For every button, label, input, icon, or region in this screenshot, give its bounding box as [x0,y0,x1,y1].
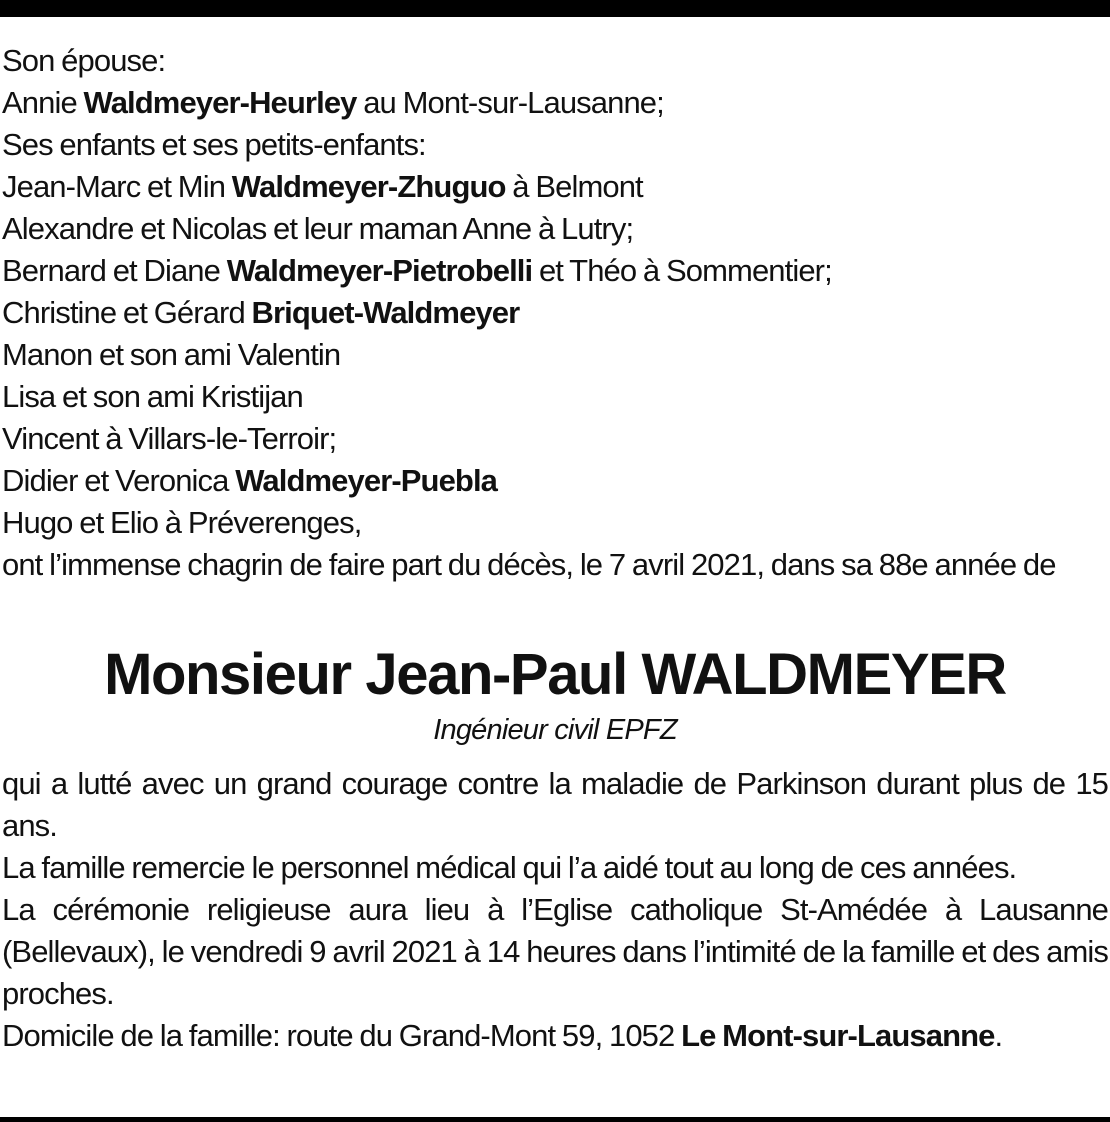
family-line: Alexandre et Nicolas et leur maman Anne à Lutry; [2,211,634,246]
closing-text [2,763,1108,1057]
family-announcement [2,40,1108,586]
family-line: Christine et Gérard Briquet-Waldmeyer [2,295,520,330]
top-rule [0,0,1110,17]
address-locality: Le Mont-sur-Lausanne [681,1018,995,1053]
family-line: Hugo et Elio à Préverenges, [2,505,362,540]
thanks-paragraph: La famille remercie le personnel médical qui l’a aidé tout au long de ces années. [2,850,1017,885]
children-heading: Ses enfants et ses petits-enfants: [2,127,426,162]
family-name: Briquet-Waldmeyer [251,295,520,330]
deceased-name: Monsieur Jean-Paul WALDMEYER [104,642,1006,707]
family-name: Waldmeyer-Heurley [83,85,357,120]
family-name: Waldmeyer-Pietrobelli [226,253,533,288]
family-name: Waldmeyer-Puebla [235,463,498,498]
deceased-title: Ingénieur civil EPFZ [433,714,677,746]
ceremony-paragraph: La cérémonie religieuse aura lieu à l’Eglise catholique St-Amédée à Lausanne (Bellevaux), le vendredi 9 avril 2021 à 14 heures dans l’intimité de la famille et des amis proches. [2,892,1108,1011]
family-line: Jean-Marc et Min Waldmeyer-Zhuguo à Belmont [2,169,643,204]
spouse-heading: Son épouse: [2,43,166,78]
family-line: Lisa et son ami Kristijan [2,379,303,414]
family-line: Vincent à Villars-le-Terroir; [2,421,337,456]
illness-paragraph: qui a lutté avec un grand courage contre la maladie de Parkinson durant plus de 15 ans. [2,766,1108,843]
family-line: Bernard et Diane Waldmeyer-Pietrobelli et Théo à Sommentier; [2,253,832,288]
family-name: Waldmeyer-Zhuguo [231,169,506,204]
announcement-text: ont l’immense chagrin de faire part du décès, le 7 avril 2021, dans sa 88e année de [2,547,1056,582]
spouse-line: Annie Waldmeyer-Heurley au Mont-sur-Lausanne; [2,85,664,120]
address-line: Domicile de la famille: route du Grand-Mont 59, 1052 Le Mont-sur-Lausanne. [2,1018,1003,1053]
family-line: Manon et son ami Valentin [2,337,341,372]
bottom-rule [0,1117,1110,1122]
family-line: Didier et Veronica Waldmeyer-Puebla [2,463,498,498]
